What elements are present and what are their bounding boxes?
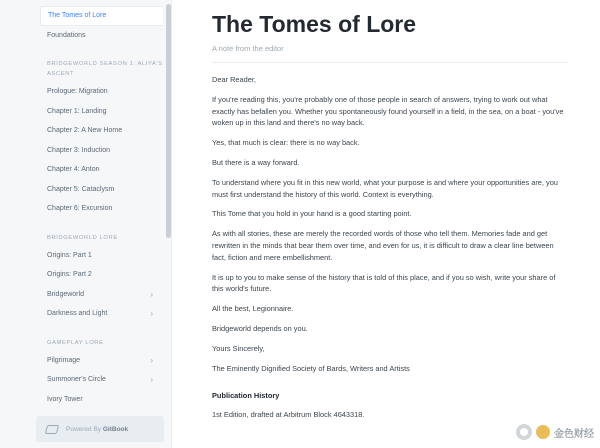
sidebar-scrollbar[interactable]	[166, 4, 171, 238]
article-paragraph: It is up to you to make sense of the history that is told of this place, and if you so wish, write your share of this world's future.	[212, 272, 556, 294]
sidebar-item-label: Chapter 3: Induction	[47, 146, 111, 154]
article-body	[212, 74, 568, 374]
article-paragraph: All the best, Legionnaire.	[212, 304, 294, 314]
sidebar-item-chapter-3-induction[interactable]	[40, 141, 163, 161]
article-paragraph: Yes, that much is clear: there is no way back.	[212, 138, 360, 148]
sidebar-item-ivory-tower[interactable]	[40, 390, 163, 410]
sidebar-item-chapter-2-a-new-home[interactable]	[40, 121, 163, 141]
sidebar	[0, 0, 172, 448]
sidebar-section-title: GAMEPLAY LORE	[47, 339, 104, 346]
watermark-text: 金色财经	[554, 428, 594, 440]
article-paragraph: Bridgeworld depends on you.	[212, 323, 308, 333]
sidebar-item-label: Summoner's Circle	[47, 376, 106, 384]
header-divider	[212, 62, 568, 63]
watermark	[516, 424, 594, 440]
sidebar-item-label: Chapter 6: Excursion	[47, 205, 113, 213]
sidebar-item-prologue-migration[interactable]	[40, 82, 163, 102]
sidebar-item-label: Origins: Part 1	[47, 251, 92, 259]
sidebar-item-label: Chapter 4: Anton	[47, 166, 100, 174]
sidebar-item-label: Origins: Part 2	[47, 271, 92, 279]
chevron-right-icon[interactable]: ›	[150, 289, 153, 299]
article-paragraph: As with all stories, these are merely the recorded words of those who tell them. Memories fade and get rewritten in the minds that bear them over time, and even for us, it is difficult to draw a clear line between fact, fiction and mere embellishment.	[212, 229, 554, 262]
page-title: The Tomes of Lore	[212, 11, 417, 37]
sidebar-item-label: Prologue: Migration	[47, 88, 108, 96]
sidebar-item-label: Bridgeworld	[47, 290, 84, 298]
article-paragraph: This Tome that you hold in your hand is a good starting point.	[212, 209, 412, 219]
sidebar-item-origins-part-1[interactable]	[40, 246, 163, 266]
sidebar-item-chapter-5-cataclysm[interactable]	[40, 180, 163, 200]
sidebar-section-title: BRIDGEWORLD LORE	[47, 234, 118, 241]
sidebar-item-label: Pilgrimage	[47, 356, 81, 364]
sidebar-item-chapter-6-excursion[interactable]	[40, 199, 163, 219]
section-spacer	[40, 324, 163, 338]
sidebar-item-origins-part-2[interactable]	[40, 265, 163, 285]
sidebar-item-the-tomes-of-lore[interactable]	[40, 6, 163, 26]
powered-by-gitbook-badge[interactable]	[36, 416, 164, 442]
wechat-icon	[516, 424, 532, 440]
sidebar-section-title: BRIDGEWORLD SEASON 1: ALIYA'S ASCENT	[47, 61, 163, 77]
gitbook-logo-icon	[45, 425, 59, 434]
powered-by-text: Powered By GitBook	[66, 425, 129, 433]
sidebar-item-label: Chapter 5: Cataclysm	[47, 185, 115, 193]
coin-logo-icon	[536, 425, 550, 439]
page-subtitle: A note from the editor	[212, 44, 284, 53]
article-paragraph: If you're reading this, you're probably one of those people in search of answers, trying to work out what exactly has befallen you. Whether you spontaneously found yourself in a field, in the sea, on a boat - you've woken up in this land and there's no way back.	[212, 94, 564, 128]
sidebar-item-chapter-1-landing[interactable]	[40, 102, 163, 122]
publication-history-heading: Publication History	[212, 391, 280, 401]
sidebar-item-label: Chapter 1: Landing	[47, 107, 107, 115]
section-spacer	[40, 45, 163, 59]
sidebar-item-label: Chapter 2: A New Home	[47, 127, 123, 135]
chevron-right-icon[interactable]: ›	[150, 355, 153, 365]
sidebar-item-label: The Tomes of Lore	[48, 12, 107, 20]
sidebar-nav	[0, 0, 171, 409]
sidebar-item-darkness-and-light[interactable]	[40, 304, 163, 324]
article-paragraph: Dear Reader,	[212, 75, 256, 84]
chevron-right-icon[interactable]: ›	[150, 375, 153, 385]
article-paragraph: But there is a way forward.	[212, 157, 300, 167]
article-paragraph: Yours Sincerely,	[212, 343, 265, 353]
sidebar-item-summoner-s-circle[interactable]	[40, 370, 163, 390]
chevron-right-icon[interactable]: ›	[150, 309, 153, 319]
sidebar-item-bridgeworld[interactable]	[40, 285, 163, 305]
sidebar-item-label: Foundations	[47, 31, 86, 39]
publication-history-line: 1st Edition, drafted at Arbitrum Block 4643318.	[212, 410, 365, 420]
main-content	[212, 0, 568, 429]
sidebar-item-label: Ivory Tower	[47, 395, 83, 403]
section-spacer	[40, 219, 163, 233]
sidebar-item-chapter-4-anton[interactable]	[40, 160, 163, 180]
article-paragraph: To understand where you fit in this new world, what your purpose is and where your opportunities are, you must first understand the history of this world. Context is everything.	[212, 177, 558, 199]
sidebar-item-label: Darkness and Light	[47, 310, 108, 318]
sidebar-item-pilgrimage[interactable]	[40, 351, 163, 371]
article-paragraph: The Eminently Dignified Society of Bards, Writers and Artists	[212, 363, 410, 373]
sidebar-item-foundations[interactable]	[40, 26, 163, 46]
